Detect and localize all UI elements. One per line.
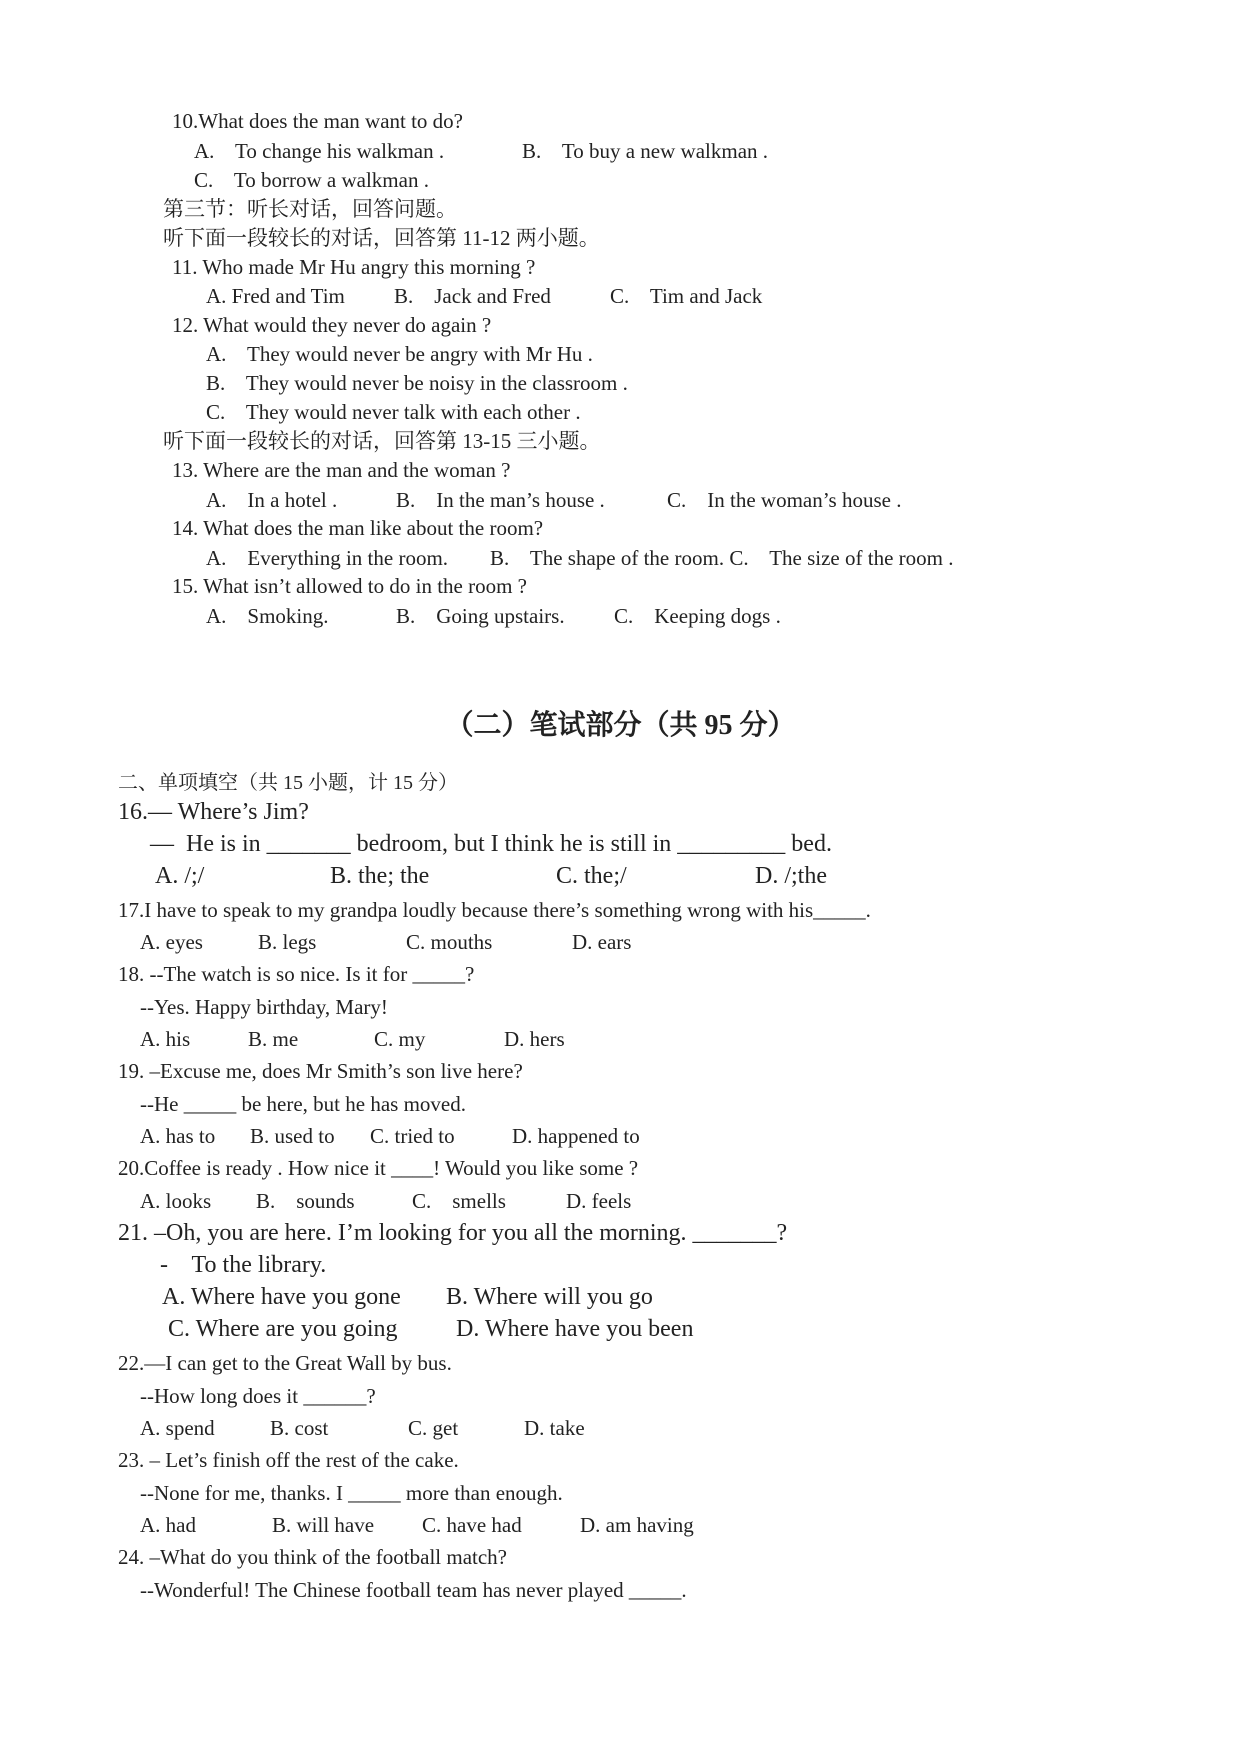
- q14-option-b: B. The shape of the room. C. The size of the room .: [490, 546, 954, 570]
- q12-option-b: B. They would never be noisy in the classroom .: [206, 371, 628, 395]
- q13-option-c: C. In the woman’s house .: [667, 488, 902, 512]
- q23-option-b: B. will have: [272, 1513, 375, 1537]
- q23-option-d: D. am having: [580, 1513, 694, 1537]
- q10-option-a: A. To change his walkman .: [194, 139, 445, 163]
- q21-question: 21. –Oh, you are here. I’m looking for you all the morning. _______?: [118, 1220, 788, 1246]
- q24-question-line2: --Wonderful! The Chinese football team has never played _____.: [140, 1578, 687, 1602]
- q19-option-c: C. tried to: [370, 1124, 455, 1148]
- q21-option-b: B. Where will you go: [446, 1284, 653, 1310]
- q22-option-a: A. spend: [140, 1416, 215, 1440]
- q17-option-d: D. ears: [572, 930, 632, 954]
- q11-option-a: A. Fred and Tim: [206, 284, 345, 308]
- q15-option-c: C. Keeping dogs .: [614, 604, 781, 628]
- q12-option-a: A. They would never be angry with Mr Hu .: [206, 342, 593, 366]
- q16-option-c: C. the;/: [556, 863, 627, 889]
- q10-question: 10.What does the man want to do?: [172, 109, 464, 133]
- written-section-heading: （二）笔试部分（共 95 分）: [445, 710, 796, 741]
- q18-option-c: C. my: [374, 1027, 426, 1051]
- q18-option-a: A. his: [140, 1027, 191, 1051]
- q23-question: 23. – Let’s finish off the rest of the cake.: [118, 1448, 459, 1472]
- q22-option-c: C. get: [408, 1416, 459, 1440]
- q14-option-a: A. Everything in the room.: [206, 546, 449, 570]
- q13-question: 13. Where are the man and the woman ?: [172, 458, 511, 482]
- q17-option-c: C. mouths: [406, 930, 493, 954]
- q20-option-c: C. smells: [412, 1189, 506, 1213]
- q17-question: 17.I have to speak to my grandpa loudly because there’s something wrong with his_____.: [118, 898, 871, 922]
- q16-option-d: D. /;the: [755, 863, 827, 889]
- q17-option-b: B. legs: [258, 930, 317, 954]
- q20-option-b: B. sounds: [256, 1189, 355, 1213]
- q17-option-a: A. eyes: [140, 930, 203, 954]
- q19-option-d: D. happened to: [512, 1124, 640, 1148]
- part2-title: 二、单项填空（共 15 小题，计 15 分）: [118, 772, 458, 794]
- q18-question: 18. --The watch is so nice. Is it for _____?: [118, 962, 475, 986]
- q13-option-b: B. In the man’s house .: [396, 488, 605, 512]
- q16-option-b: B. the; the: [330, 863, 430, 889]
- q11-option-c: C. Tim and Jack: [610, 284, 763, 308]
- q18-option-d: D. hers: [504, 1027, 565, 1051]
- q24-question: 24. –What do you think of the football match?: [118, 1545, 507, 1569]
- q15-option-b: B. Going upstairs.: [396, 604, 565, 628]
- q22-question: 22.—I can get to the Great Wall by bus.: [118, 1351, 452, 1375]
- q13-option-a: A. In a hotel .: [206, 488, 338, 512]
- q19-option-b: B. used to: [250, 1124, 335, 1148]
- q23-question-line2: --None for me, thanks. I _____ more than enough.: [140, 1481, 563, 1505]
- q16-option-a: A. /;/: [155, 863, 205, 889]
- q22-option-d: D. take: [524, 1416, 585, 1440]
- q23-option-c: C. have had: [422, 1513, 522, 1537]
- q19-question-line2: --He _____ be here, but he has moved.: [140, 1092, 466, 1116]
- q22-option-b: B. cost: [270, 1416, 329, 1440]
- q15-option-a: A. Smoking.: [206, 604, 329, 628]
- q12-option-c: C. They would never talk with each other .: [206, 400, 581, 424]
- q21-option-d: D. Where have you been: [456, 1316, 694, 1342]
- q16-question-line2: — He is in _______ bedroom, but I think he is still in _________ bed.: [138, 831, 832, 857]
- q18-question-line2: --Yes. Happy birthday, Mary!: [140, 995, 388, 1019]
- q10-option-b: B. To buy a new walkman .: [522, 139, 769, 163]
- q15-question: 15. What isn’t allowed to do in the room ?: [172, 574, 528, 598]
- dialog2-intro: 听下面一段较长的对话，回答第 13-15 三小题。: [163, 429, 601, 453]
- section3-title: 第三节：听长对话，回答问题。: [163, 197, 457, 221]
- q19-question: 19. –Excuse me, does Mr Smith’s son live here?: [118, 1059, 523, 1083]
- q20-question: 20.Coffee is ready . How nice it ____! Would you like some ?: [118, 1156, 639, 1180]
- q19-option-a: A. has to: [140, 1124, 216, 1148]
- q21-option-c: C. Where are you going: [168, 1316, 398, 1342]
- q22-question-line2: --How long does it ______?: [140, 1384, 376, 1408]
- dialog1-intro: 听下面一段较长的对话，回答第 11-12 两小题。: [163, 226, 600, 250]
- q16-question: 16.— Where’s Jim?: [118, 799, 309, 825]
- q21-option-a: A. Where have you gone: [162, 1284, 401, 1310]
- q20-option-d: D. feels: [566, 1189, 632, 1213]
- q21-question-line2: - To the library.: [160, 1252, 327, 1278]
- q14-question: 14. What does the man like about the room?: [172, 516, 544, 540]
- q18-option-b: B. me: [248, 1027, 299, 1051]
- q12-question: 12. What would they never do again ?: [172, 313, 492, 337]
- q23-option-a: A. had: [140, 1513, 196, 1537]
- q20-option-a: A. looks: [140, 1189, 212, 1213]
- q10-option-c: C. To borrow a walkman .: [194, 168, 429, 192]
- q11-option-b: B. Jack and Fred: [394, 284, 551, 308]
- q11-question: 11. Who made Mr Hu angry this morning ?: [172, 255, 536, 279]
